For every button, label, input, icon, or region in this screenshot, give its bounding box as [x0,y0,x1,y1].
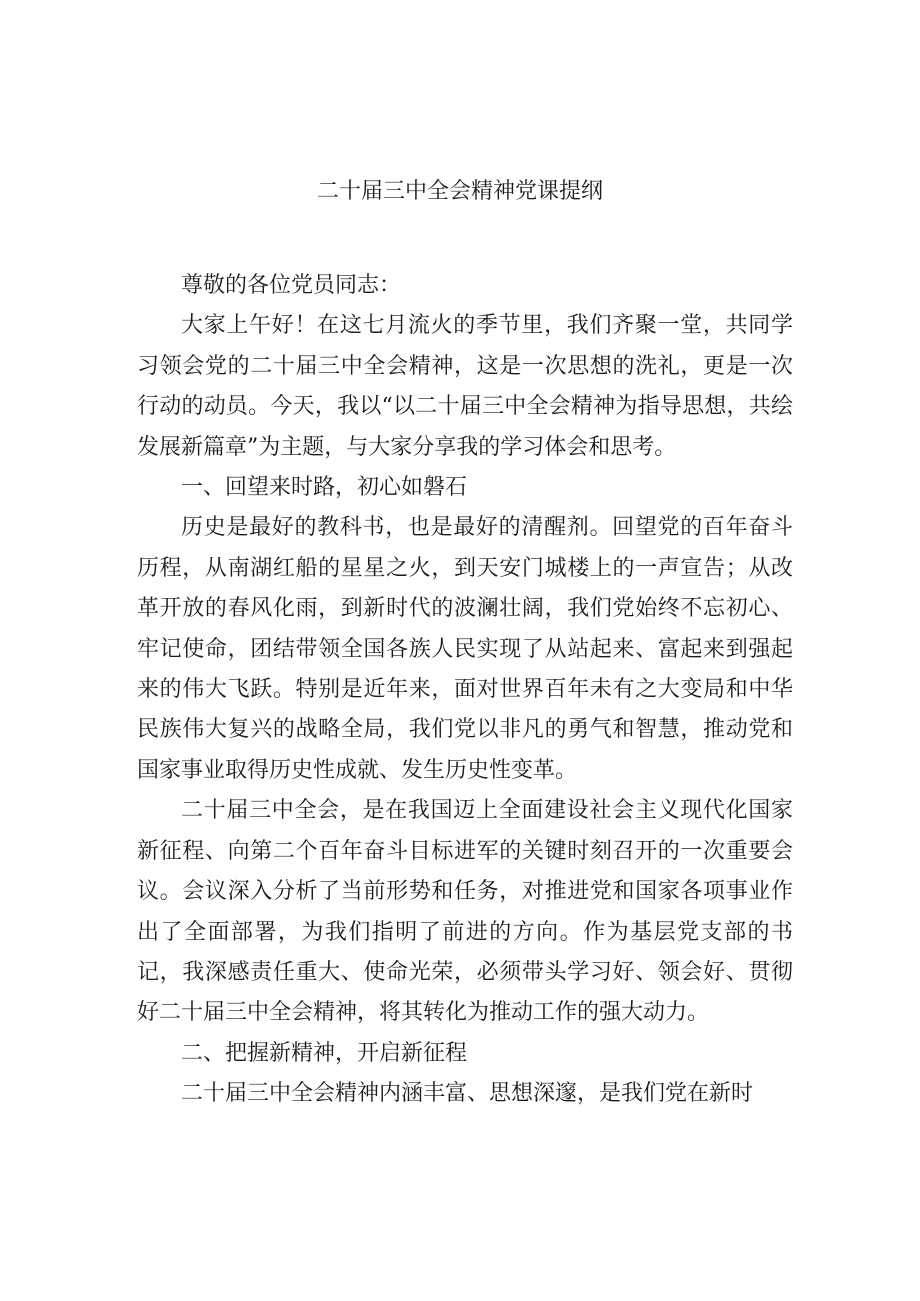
section-1-paragraph-1: 历史是最好的教科书，也是最好的清醒剂。回望党的百年奋斗历程，从南湖红船的星星之火，到天安门城楼上的一声宣告；从改革开放的春风化雨，到新时代的波澜壮阔，我们党始终不忘初心、牢记使命，团结带领全国各族人民实现了从站起来、富起来到强起来的伟大飞跃。特别是近年来，面对世界百年未有之大变局和中华民族伟大复兴的战略全局，我们党以非凡的勇气和智慧，推动党和国家事业取得历史性成就、发生历史性变革。 [137,515,793,783]
intro-paragraph: 大家上午好！在这七月流火的季节里，我们齐聚一堂，共同学习领会党的二十届三中全会精神，这是一次思想的洗礼，更是一次行动的动员。今天，我以“以二十届三中全会精神为指导思想，共绘发展新篇章”为主题，与大家分享我的学习体会和思考。 [137,313,793,460]
document-title: 二十届三中全会精神党课提纲 [316,179,603,204]
section-1-heading: 一、回望来时路，初心如磐石 [181,475,468,501]
section-1-paragraph-2: 二十届三中全会，是在我国迈上全面建设社会主义现代化国家新征程、向第二个百年奋斗目标进军的关键时刻召开的一次重要会议。会议深入分析了当前形势和任务，对推进党和国家各项事业作出了全面部署，为我们指明了前进的方向。作为基层党支部的书记，我深感责任重大、使命光荣，必须带头学习好、领会好、贯彻好二十届三中全会精神，将其转化为推动工作的强大动力。 [137,798,793,1026]
salutation: 尊敬的各位党员同志： [181,273,402,298]
section-2-heading: 二、把握新精神，开启新征程 [181,1040,468,1066]
section-2-paragraph-1: 二十届三中全会精神内涵丰富、思想深邃，是我们党在新时 [181,1081,754,1107]
document-body [137,266,793,1115]
